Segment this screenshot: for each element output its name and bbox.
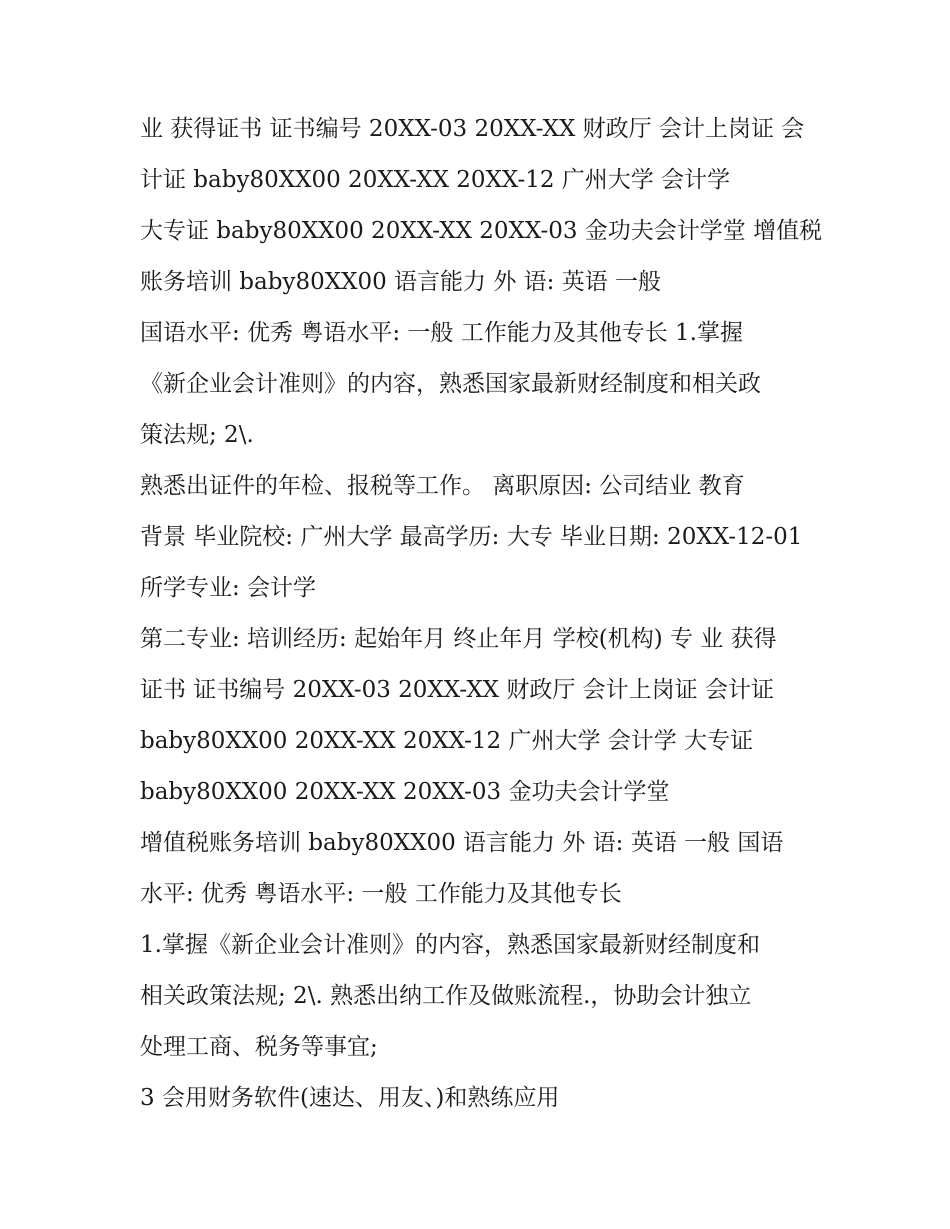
text-line: baby80XX00 20XX-XX 20XX-12 广州大学 会计学 大专证 bbox=[140, 728, 754, 754]
text-line: 背景 毕业院校: 广州大学 最高学历: 大专 毕业日期: 20XX-12-01 bbox=[140, 524, 803, 550]
text-line: 业 获得证书 证书编号 20XX-03 20XX-XX 财政厅 会计上岗证 会 bbox=[140, 116, 805, 142]
text-line: 国语水平: 优秀 粤语水平: 一般 工作能力及其他专长 1.掌握 bbox=[140, 320, 743, 346]
text-line: 水平: 优秀 粤语水平: 一般 工作能力及其他专长 bbox=[140, 881, 622, 907]
text-line: 相关政策法规; 2\. 熟悉出纳工作及做账流程.，协助会计独立 bbox=[140, 983, 752, 1009]
text-line: 第二专业: 培训经历: 起始年月 终止年月 学校(机构) 专 业 获得 bbox=[140, 626, 777, 652]
text-line: 增值税账务培训 baby80XX00 语言能力 外 语: 英语 一般 国语 bbox=[140, 830, 784, 856]
text-line: 处理工商、税务等事宜; bbox=[140, 1034, 378, 1060]
text-line: 所学专业: 会计学 bbox=[140, 575, 317, 601]
text-line: 证书 证书编号 20XX-03 20XX-XX 财政厅 会计上岗证 会计证 bbox=[140, 677, 774, 703]
text-line: baby80XX00 20XX-XX 20XX-03 金功夫会计学堂 bbox=[140, 779, 670, 805]
text-line: 1.掌握《新企业会计准则》的内容，熟悉国家最新财经制度和 bbox=[140, 932, 760, 958]
text-line: 熟悉出证件的年检、报税等工作。 离职原因: 公司结业 教育 bbox=[140, 473, 745, 499]
text-line: 策法规; 2\. bbox=[140, 422, 254, 448]
document-body bbox=[140, 104, 840, 1124]
text-line: 计证 baby80XX00 20XX-XX 20XX-12 广州大学 会计学 bbox=[140, 167, 731, 193]
text-line: 账务培训 baby80XX00 语言能力 外 语: 英语 一般 bbox=[140, 269, 662, 295]
text-line: 《新企业会计准则》的内容，熟悉国家最新财经制度和相关政 bbox=[140, 371, 761, 397]
text-line: 3 会用财务软件(速达、用友、)和熟练应用 bbox=[140, 1085, 560, 1111]
text-line: 大专证 baby80XX00 20XX-XX 20XX-03 金功夫会计学堂 增值税 bbox=[140, 218, 823, 244]
